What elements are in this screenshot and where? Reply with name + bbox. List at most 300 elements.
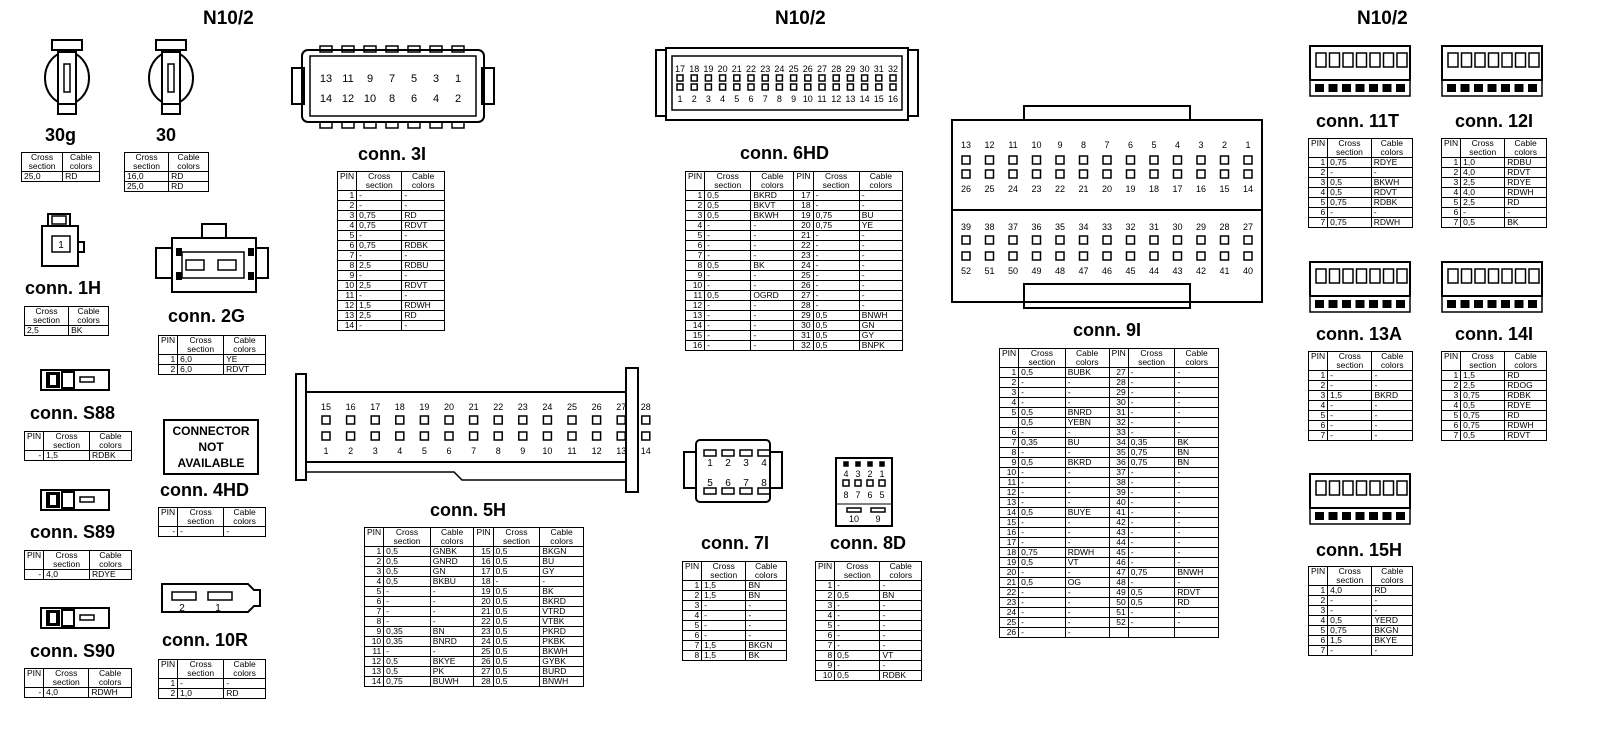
table-cell: - bbox=[813, 271, 859, 281]
label-30g: 30g bbox=[45, 125, 77, 145]
table-cell: - bbox=[402, 201, 445, 211]
table-cell: 5 bbox=[816, 621, 835, 631]
table-row bbox=[1309, 371, 1413, 381]
table-row bbox=[816, 651, 922, 661]
table-cell: 29 bbox=[794, 311, 813, 321]
table-cell: 49 bbox=[1109, 588, 1128, 598]
pin-slot bbox=[1244, 156, 1252, 164]
table-cell: 0,5 bbox=[384, 657, 431, 667]
pin-slot bbox=[470, 416, 478, 424]
table-cell: 6 bbox=[1000, 428, 1019, 438]
table-cell: - bbox=[835, 581, 880, 591]
pin-slot bbox=[791, 84, 797, 90]
pin-label: 3 bbox=[743, 458, 749, 469]
pin-label: 2 bbox=[1221, 140, 1228, 150]
pin-slot bbox=[371, 416, 379, 424]
table-row bbox=[338, 321, 445, 331]
table-cell: 4,0 bbox=[44, 688, 89, 698]
table-cell: 1 bbox=[1309, 586, 1328, 596]
table-row bbox=[816, 641, 922, 651]
table-cell: 10 bbox=[365, 637, 384, 647]
connector-6hd-diagram bbox=[654, 44, 920, 124]
column-header: PIN bbox=[159, 660, 178, 679]
table-cell: BKRD bbox=[751, 191, 794, 201]
pin-slot bbox=[1370, 53, 1380, 67]
table-cell: 0,5 bbox=[384, 547, 431, 557]
column-header: PIN bbox=[1309, 139, 1328, 158]
table-cell: 17 bbox=[794, 191, 813, 201]
pin-label: 16 bbox=[345, 402, 356, 412]
table-cell: - bbox=[402, 321, 445, 331]
pin-slot bbox=[617, 432, 625, 440]
table-cell: BU bbox=[540, 557, 584, 567]
table-cell: 51 bbox=[1109, 608, 1128, 618]
table-cell: 3 bbox=[1442, 391, 1461, 401]
table-cell: RDOG bbox=[1505, 381, 1547, 391]
pin-label: 7 bbox=[1104, 140, 1110, 150]
pin-slot bbox=[1197, 156, 1205, 164]
connector-2g-diagram bbox=[152, 222, 270, 296]
table-row bbox=[686, 191, 903, 201]
pin-10r-2: 2 bbox=[179, 603, 185, 614]
table-cell: - bbox=[746, 601, 787, 611]
table-row bbox=[816, 671, 922, 681]
pin-label: 21 bbox=[1078, 184, 1089, 194]
table-cell: 0,5 bbox=[493, 607, 540, 617]
table-cell: - bbox=[1128, 468, 1175, 478]
table-cell: 0,75 bbox=[1128, 568, 1175, 578]
pin-slot bbox=[1174, 252, 1182, 260]
table-cell: 0,75 bbox=[1128, 458, 1175, 468]
table-cell: - bbox=[1065, 598, 1109, 608]
table-cell: RDBK bbox=[880, 671, 922, 681]
pin-slot bbox=[1330, 269, 1340, 283]
table-cell: 36 bbox=[1109, 458, 1128, 468]
table-cell: BU bbox=[1065, 438, 1109, 448]
pin-slot bbox=[1080, 156, 1088, 164]
table-row bbox=[1309, 596, 1413, 606]
table-cell: - bbox=[1019, 598, 1066, 608]
table-cell: 8 bbox=[686, 261, 705, 271]
pin-slot bbox=[862, 75, 868, 81]
pin-label: 5 bbox=[707, 478, 713, 489]
pin-label: 27 bbox=[816, 64, 828, 74]
table-cell: 11 bbox=[338, 291, 357, 301]
column-header: PIN bbox=[794, 172, 813, 191]
pin-slot bbox=[1316, 269, 1326, 283]
table-cell: 4 bbox=[1309, 401, 1328, 411]
pin-label: 39 bbox=[960, 222, 972, 232]
table-cell: 2 bbox=[338, 201, 357, 211]
pin-slot bbox=[1448, 53, 1458, 67]
table-cell: 32 bbox=[794, 341, 813, 351]
table-cell: - bbox=[1128, 578, 1175, 588]
table-cell: 0,5 bbox=[1461, 218, 1505, 228]
table-row bbox=[1000, 578, 1219, 588]
table-cell: 2 bbox=[1309, 168, 1328, 178]
pin-slot bbox=[1489, 269, 1499, 283]
table-cell: 9 bbox=[686, 271, 705, 281]
table-row bbox=[1442, 198, 1547, 208]
table-row bbox=[683, 641, 787, 651]
pin-label: 23 bbox=[517, 402, 528, 412]
table-cell: 28 bbox=[1109, 378, 1128, 388]
table-row bbox=[1309, 616, 1413, 626]
table-cell: - bbox=[751, 231, 794, 241]
table-cell: - bbox=[25, 570, 44, 580]
table-cell: - bbox=[1019, 518, 1066, 528]
terminal-tab bbox=[1369, 300, 1378, 308]
pin-label: 49 bbox=[1031, 266, 1042, 276]
table-cell: - bbox=[1372, 371, 1413, 381]
table-row bbox=[1309, 218, 1413, 228]
table-row bbox=[1309, 158, 1413, 168]
table-cell: - bbox=[705, 241, 751, 251]
column-header: Cross section bbox=[44, 551, 90, 570]
pin-slot bbox=[1330, 481, 1340, 495]
table-cell: - bbox=[357, 321, 402, 331]
label-conn-13a: conn. 13A bbox=[1316, 324, 1403, 344]
table-cell: 1,5 bbox=[702, 651, 746, 661]
pin-label: 7 bbox=[743, 478, 749, 489]
table-cell: 1 bbox=[1442, 158, 1461, 168]
pin-slot bbox=[1516, 53, 1526, 67]
pin-label: 47 bbox=[1078, 266, 1089, 276]
table-cell: RDBU bbox=[1505, 158, 1547, 168]
table-cell: 17 bbox=[1000, 538, 1019, 548]
pin-slot bbox=[890, 75, 896, 81]
table-conn-s88 bbox=[24, 431, 132, 461]
table-cell: - bbox=[1461, 208, 1505, 218]
table-cell: - bbox=[859, 291, 902, 301]
terminal-tab bbox=[1515, 84, 1524, 92]
terminal-tab bbox=[1383, 512, 1392, 520]
pin-label: 20 bbox=[717, 64, 728, 74]
table-cell: - bbox=[1019, 428, 1066, 438]
table-row bbox=[159, 679, 266, 689]
pin-label: 15 bbox=[320, 402, 332, 412]
pin-slot bbox=[1502, 53, 1512, 67]
table-cell: 6 bbox=[1309, 421, 1328, 431]
table-cell: 26 bbox=[1000, 628, 1019, 638]
pin-label: 24 bbox=[1007, 184, 1019, 194]
pin-slot bbox=[1397, 269, 1407, 283]
label-conn-14i: conn. 14I bbox=[1455, 324, 1534, 344]
table-cell: 5 bbox=[1000, 408, 1019, 418]
table-cell: BKYE bbox=[430, 657, 474, 667]
table-cell: - bbox=[540, 577, 584, 587]
column-header: Cable colors bbox=[1372, 567, 1413, 586]
table-cell: - bbox=[859, 281, 902, 291]
table-cell: BN bbox=[746, 581, 787, 591]
column-header: Cross section bbox=[1019, 349, 1066, 368]
table-row bbox=[1442, 401, 1547, 411]
table-cell: 5 bbox=[338, 231, 357, 241]
pin-label: 14 bbox=[859, 94, 870, 104]
pin-slot bbox=[1197, 236, 1205, 244]
table-cell: - bbox=[1019, 378, 1066, 388]
table-cell: - bbox=[859, 271, 902, 281]
pin-slot bbox=[1127, 170, 1135, 178]
table-cell: 1,0 bbox=[1461, 158, 1505, 168]
pin-label: 4 bbox=[1174, 140, 1181, 150]
pin-label: 7 bbox=[388, 73, 396, 85]
table-cell: 6 bbox=[816, 631, 835, 641]
pin-label: 52 bbox=[960, 266, 972, 276]
table-cell: - bbox=[1065, 498, 1109, 508]
table-cell: 1,5 bbox=[357, 301, 402, 311]
table-cell: 1,0 bbox=[178, 689, 224, 699]
table-row bbox=[1309, 188, 1413, 198]
table-cell: - bbox=[1328, 411, 1372, 421]
table-row bbox=[365, 607, 584, 617]
table-cell: 34 bbox=[1109, 438, 1128, 448]
pin-slot bbox=[762, 75, 768, 81]
table-cell: RDVT bbox=[1505, 168, 1547, 178]
pin-slot bbox=[1357, 481, 1367, 495]
table-cell bbox=[1128, 628, 1175, 638]
label-conn-11t: conn. 11T bbox=[1316, 111, 1400, 131]
table-cell: RDYE bbox=[1371, 158, 1412, 168]
table-row bbox=[25, 326, 109, 336]
pin-label: 46 bbox=[1101, 266, 1113, 276]
table-cell: - bbox=[384, 617, 431, 627]
table-cell: RDWH bbox=[1505, 188, 1547, 198]
table-cell: - bbox=[430, 587, 474, 597]
table-cell: 38 bbox=[1109, 478, 1128, 488]
pin-label: 4 bbox=[720, 94, 726, 104]
table-cell: - bbox=[1328, 421, 1372, 431]
table-cell: 21 bbox=[474, 607, 493, 617]
table-row bbox=[365, 667, 584, 677]
table-cell: - bbox=[1175, 508, 1219, 518]
table-cell: 31 bbox=[1109, 408, 1128, 418]
table-cell: 0,5 bbox=[1019, 408, 1066, 418]
table-cell: YERD bbox=[1372, 616, 1413, 626]
not-available-line-3: AVAILABLE bbox=[177, 456, 245, 470]
table-cell: 0,35 bbox=[384, 627, 431, 637]
table-row bbox=[1000, 498, 1219, 508]
table-row bbox=[1000, 408, 1219, 418]
table-cell: 0,75 bbox=[1461, 391, 1505, 401]
column-header: Cross section bbox=[1328, 139, 1372, 158]
pin-slot bbox=[1330, 53, 1340, 67]
pin-label: 10 bbox=[1031, 140, 1042, 150]
table-cell: 4 bbox=[1442, 401, 1461, 411]
pin-label: 19 bbox=[1125, 184, 1136, 194]
table-cell: 0,75 bbox=[357, 221, 402, 231]
terminal-tab bbox=[1315, 300, 1324, 308]
label-conn-5h: conn. 5H bbox=[430, 500, 507, 520]
table-cell: 2 bbox=[159, 689, 178, 699]
label-conn-s90: conn. S90 bbox=[30, 641, 116, 661]
terminal-tab bbox=[1315, 84, 1324, 92]
table-cell: - bbox=[1128, 608, 1175, 618]
table-cell: - bbox=[1175, 618, 1219, 628]
table-cell: - bbox=[1372, 431, 1413, 441]
table-cell: 5 bbox=[365, 587, 384, 597]
table-cell: 18 bbox=[474, 577, 493, 587]
pin-label: 12 bbox=[341, 93, 355, 105]
table-row bbox=[1442, 391, 1547, 401]
table-row bbox=[1442, 188, 1547, 198]
pin-label: 11 bbox=[817, 94, 827, 104]
table-cell: BN bbox=[746, 591, 787, 601]
table-cell: RDBK bbox=[1371, 198, 1412, 208]
pin-slot bbox=[1343, 53, 1353, 67]
table-row bbox=[683, 601, 787, 611]
pin-slot bbox=[986, 252, 994, 260]
table-cell: 0,35 bbox=[384, 637, 431, 647]
table-cell: RDWH bbox=[1371, 218, 1412, 228]
table-cell: 25 bbox=[474, 647, 493, 657]
terminal-tab bbox=[1356, 300, 1365, 308]
table-cell: 27 bbox=[794, 291, 813, 301]
table-cell: RD bbox=[224, 689, 266, 699]
terminal-tab bbox=[1369, 84, 1378, 92]
pin-label: 30 bbox=[859, 64, 870, 74]
table-row bbox=[1309, 411, 1413, 421]
table-row bbox=[1000, 388, 1219, 398]
column-header: Cable colors bbox=[859, 172, 902, 191]
terminal-tab bbox=[1528, 300, 1537, 308]
pin-label: 5 bbox=[734, 94, 740, 104]
table-conn-3i bbox=[337, 171, 445, 331]
pin-label: 13 bbox=[960, 140, 972, 150]
pin-label: 3 bbox=[705, 94, 711, 104]
table-cell: 0,5 bbox=[1461, 401, 1505, 411]
terminal-30-diagram bbox=[142, 38, 202, 118]
table-cell: 2,5 bbox=[1461, 178, 1505, 188]
terminal-tab bbox=[1356, 84, 1365, 92]
connector-s90-diagram bbox=[40, 606, 112, 630]
table-cell: BK bbox=[751, 261, 794, 271]
table-cell: - bbox=[159, 527, 178, 537]
table-cell: - bbox=[859, 251, 902, 261]
table-cell: - bbox=[1328, 431, 1372, 441]
table-cell: RDVT bbox=[402, 281, 445, 291]
table-cell: 1,5 bbox=[702, 591, 746, 601]
table-cell: 14 bbox=[338, 321, 357, 331]
pin-slot bbox=[704, 450, 716, 456]
table-cell: 0,75 bbox=[1128, 448, 1175, 458]
table-cell: 3 bbox=[686, 211, 705, 221]
table-row bbox=[1442, 208, 1547, 218]
terminal-tab bbox=[1315, 512, 1324, 520]
pin-label: 1 bbox=[879, 469, 885, 479]
table-row bbox=[1309, 381, 1413, 391]
pin-slot bbox=[677, 75, 683, 81]
pin-slot bbox=[1197, 252, 1205, 260]
table-cell: 28 bbox=[474, 677, 493, 687]
table-row bbox=[338, 241, 445, 251]
table-30g bbox=[21, 152, 100, 182]
table-cell: - bbox=[1019, 588, 1066, 598]
column-header: Cable colors bbox=[90, 432, 132, 451]
table-cell: - bbox=[1175, 478, 1219, 488]
table-cell: BK bbox=[1175, 438, 1219, 448]
table-cell: - bbox=[702, 611, 746, 621]
table-cell: 9 bbox=[1000, 458, 1019, 468]
connector-9i-diagram bbox=[950, 104, 1264, 310]
table-cell: - bbox=[813, 201, 859, 211]
pin-label: 5 bbox=[410, 73, 418, 85]
table-cell: 5 bbox=[1309, 411, 1328, 421]
pin-label: 5 bbox=[421, 446, 427, 456]
table-cell: - bbox=[1019, 398, 1066, 408]
column-header: PIN bbox=[365, 528, 384, 547]
table-cell: RD bbox=[1372, 586, 1413, 596]
table-cell: 25 bbox=[1000, 618, 1019, 628]
table-cell: BKBU bbox=[430, 577, 474, 587]
table-cell: 2 bbox=[1442, 381, 1461, 391]
table-cell: 0,5 bbox=[1328, 178, 1372, 188]
table-cell: RDBK bbox=[1505, 391, 1547, 401]
table-cell: 10 bbox=[816, 671, 835, 681]
table-cell: 0,35 bbox=[1019, 438, 1066, 448]
table-cell: RDVT bbox=[1505, 431, 1547, 441]
table-cell: 0,75 bbox=[1328, 158, 1372, 168]
column-header: PIN bbox=[159, 508, 178, 527]
table-cell: - bbox=[835, 661, 880, 671]
table-conn-10r bbox=[158, 659, 266, 699]
table-cell: 6 bbox=[1309, 636, 1328, 646]
table-cell: - bbox=[1175, 388, 1219, 398]
table-cell: - bbox=[746, 631, 787, 641]
table-cell: 1 bbox=[338, 191, 357, 201]
table-cell: - bbox=[402, 251, 445, 261]
table-cell: 1,5 bbox=[1461, 371, 1505, 381]
pin-slot bbox=[445, 432, 453, 440]
pin-slot bbox=[962, 236, 970, 244]
table-conn-9i bbox=[999, 348, 1219, 638]
table-cell: - bbox=[1065, 528, 1109, 538]
table-cell: - bbox=[751, 241, 794, 251]
terminal-30g-diagram bbox=[38, 38, 98, 118]
pin-slot bbox=[420, 432, 428, 440]
table-cell: 26 bbox=[474, 657, 493, 667]
connector-5h-diagram bbox=[294, 368, 651, 492]
table-cell: - bbox=[1175, 378, 1219, 388]
table-cell: - bbox=[1372, 596, 1413, 606]
table-cell: - bbox=[178, 527, 224, 537]
table-cell: 8 bbox=[1000, 448, 1019, 458]
table-cell: 0,5 bbox=[1019, 558, 1066, 568]
table-cell: RDVT bbox=[224, 365, 266, 375]
table-cell: - bbox=[1065, 608, 1109, 618]
terminal-tab bbox=[1474, 300, 1483, 308]
table-cell: 13 bbox=[338, 311, 357, 321]
pin-label: 42 bbox=[1195, 266, 1207, 276]
terminal-tab bbox=[1383, 300, 1392, 308]
table-cell: 7 bbox=[1442, 431, 1461, 441]
column-header: Cross section bbox=[357, 172, 402, 191]
table-cell: BKGN bbox=[746, 641, 787, 651]
column-header: PIN bbox=[25, 551, 44, 570]
pin-slot bbox=[880, 462, 884, 466]
table-row bbox=[1000, 548, 1219, 558]
label-conn-7i: conn. 7I bbox=[701, 533, 770, 553]
pin-slot bbox=[1103, 170, 1111, 178]
column-header: Cable colors bbox=[224, 660, 266, 679]
pin-slot bbox=[1127, 156, 1135, 164]
table-cell: OG bbox=[1065, 578, 1109, 588]
table-cell: - bbox=[1328, 168, 1372, 178]
column-header: Cross section bbox=[44, 669, 89, 688]
table-cell: GY bbox=[540, 567, 584, 577]
table-cell: OGRD bbox=[751, 291, 794, 301]
table-cell: YE bbox=[224, 355, 266, 365]
